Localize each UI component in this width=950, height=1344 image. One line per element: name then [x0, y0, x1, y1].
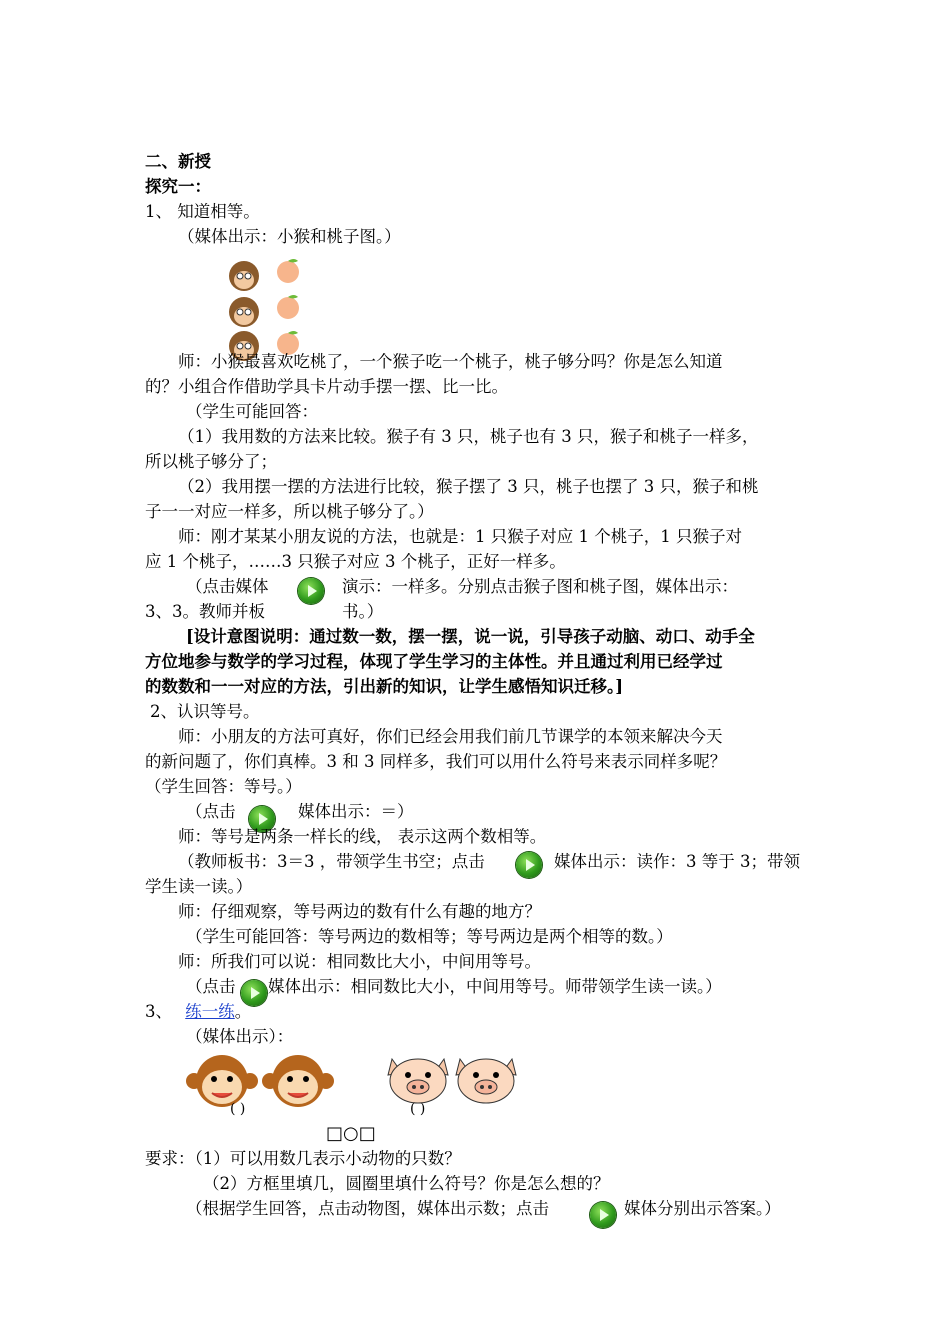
requirement-2: （2）方框里填几，圆圈里填什么符号？你是怎么想的？ — [203, 1174, 610, 1193]
answer-2: （2）我用摆一摆的方法进行比较，猴子摆了 3 只，桃子也摆了 3 只，猴子和桃 — [178, 477, 759, 496]
board-note-end: 书。） — [342, 602, 384, 621]
equal-sign-explanation: 师：等号是两条一样长的线， 表示这两个数相等。 — [178, 827, 547, 846]
monkey-icon — [229, 297, 259, 327]
media-note-monkeys-peaches: （媒体出示：小猴和桃子图。） — [178, 227, 401, 246]
board-3-equals-3-cont: 媒体出示：读作：3 等于 3；带领 — [554, 852, 800, 871]
click-note-equal-cont: 媒体出示：＝） — [298, 802, 414, 821]
pig-face-icon — [456, 1059, 516, 1103]
item-3-period: 。 — [234, 1002, 252, 1021]
pig-count-blank: ( ) — [410, 1101, 426, 1117]
teacher-praise-cont: 的新问题了，你们真棒。3 和 3 同样多，我们可以用什么符号来表示同样多呢？ — [145, 752, 727, 771]
design-intent-cont-2: 的数数和一一对应的方法，引出新的知识，让学生感悟知识迁移。] — [145, 677, 624, 696]
teacher-question: 师：小猴最喜欢吃桃了，一个猴子吃一个桃子，桃子够分吗？你是怎么知道 — [178, 352, 723, 371]
click-media-note: （点击媒体 — [186, 577, 269, 596]
play-media-button[interactable] — [298, 578, 324, 604]
section-title: 二、新授 — [145, 152, 211, 171]
peach-icon — [277, 295, 299, 319]
board-note: 3、3。教师并板 — [145, 602, 265, 621]
teacher-summary-cont: 应 1 个桃子，……3 只猴子对应 3 个桃子，正好一样多。 — [145, 552, 566, 571]
student-answer-intro: （学生可能回答： — [186, 402, 318, 421]
pig-faces-image[interactable] — [386, 1055, 518, 1105]
teacher-praise: 师：小朋友的方法可真好，你们已经会用我们前几节课学的本领来解决今天 — [178, 727, 723, 746]
student-answer-equal: （学生回答：等号。） — [145, 777, 302, 796]
click-note-rule-cont: 媒体出示：相同数比大小，中间用等号。师带领学生读一读。） — [268, 977, 722, 996]
board-3-equals-3: （教师板书：3＝3 ，带领学生书空；点击 — [178, 852, 485, 871]
teacher-summary: 师：刚才某某小朋友说的方法，也就是：1 只猴子对应 1 个桃子，1 只猴子对 — [178, 527, 742, 546]
design-intent: [设计意图说明：通过数一数，摆一摆，说一说，引导孩子动脑、动口、动手全 — [186, 627, 755, 646]
play-media-button[interactable] — [590, 1202, 616, 1228]
requirement-1: 要求：（1）可以用数几表示小动物的只数？ — [145, 1149, 461, 1168]
teacher-observe: 师：仔细观察，等号两边的数有什么有趣的地方？ — [178, 902, 541, 921]
explore-title: 探究一： — [145, 177, 211, 196]
practice-link[interactable]: 练一练 — [185, 1002, 235, 1021]
media-display-note: （媒体出示）： — [186, 1027, 294, 1046]
design-intent-cont-1: 方位地参与数学的学习过程，体现了学生学习的主体性。并且通过利用已经学过 — [145, 652, 723, 671]
teacher-conclusion: 师：所我们可以说：相同数比大小，中间用等号。 — [178, 952, 541, 971]
monkey-face-icon — [186, 1055, 258, 1107]
teacher-question-cont: 的？小组合作借助学具卡片动手摆一摆、比一比。 — [145, 377, 508, 396]
read-aloud-note: 学生读一读。） — [145, 877, 253, 896]
answer-1-cont: 所以桃子够分了； — [145, 452, 277, 471]
box-circle-box: □○□ — [326, 1123, 376, 1144]
item-1-heading: 1、 知道相等。 — [145, 202, 260, 221]
item-3-heading — [145, 1000, 251, 1024]
click-note-rule: （点击 — [186, 977, 236, 996]
student-possible-answer: （学生可能回答：等号两边的数相等；等号两边是两个相等的数。） — [186, 927, 673, 946]
answer-1: （1）我用数的方法来比较。猴子有 3 只，桃子也有 3 只，猴子和桃子一样多， — [178, 427, 759, 446]
final-note: （根据学生回答，点击动物图，媒体出示数；点击 — [186, 1199, 549, 1218]
final-note-cont: 媒体分别出示答案。） — [624, 1199, 781, 1218]
monkey-count-blank: ( ) — [230, 1101, 246, 1117]
monkey-icon — [229, 261, 259, 291]
click-note-equal: （点击 — [186, 802, 236, 821]
peach-icon — [277, 259, 299, 283]
item-3-number: 3、 — [145, 1002, 172, 1021]
item-2-heading: 2、认识等号。 — [150, 702, 260, 721]
answer-2-cont: 子一一对应一样多，所以桃子够分了。） — [145, 502, 434, 521]
monkeys-peaches-image[interactable] — [222, 256, 312, 364]
monkey-faces-image[interactable] — [186, 1055, 346, 1113]
play-media-button[interactable] — [516, 852, 542, 878]
monkey-face-icon — [262, 1055, 334, 1107]
click-media-note-cont: 演示：一样多。分别点击猴子图和桃子图，媒体出示： — [342, 577, 738, 596]
